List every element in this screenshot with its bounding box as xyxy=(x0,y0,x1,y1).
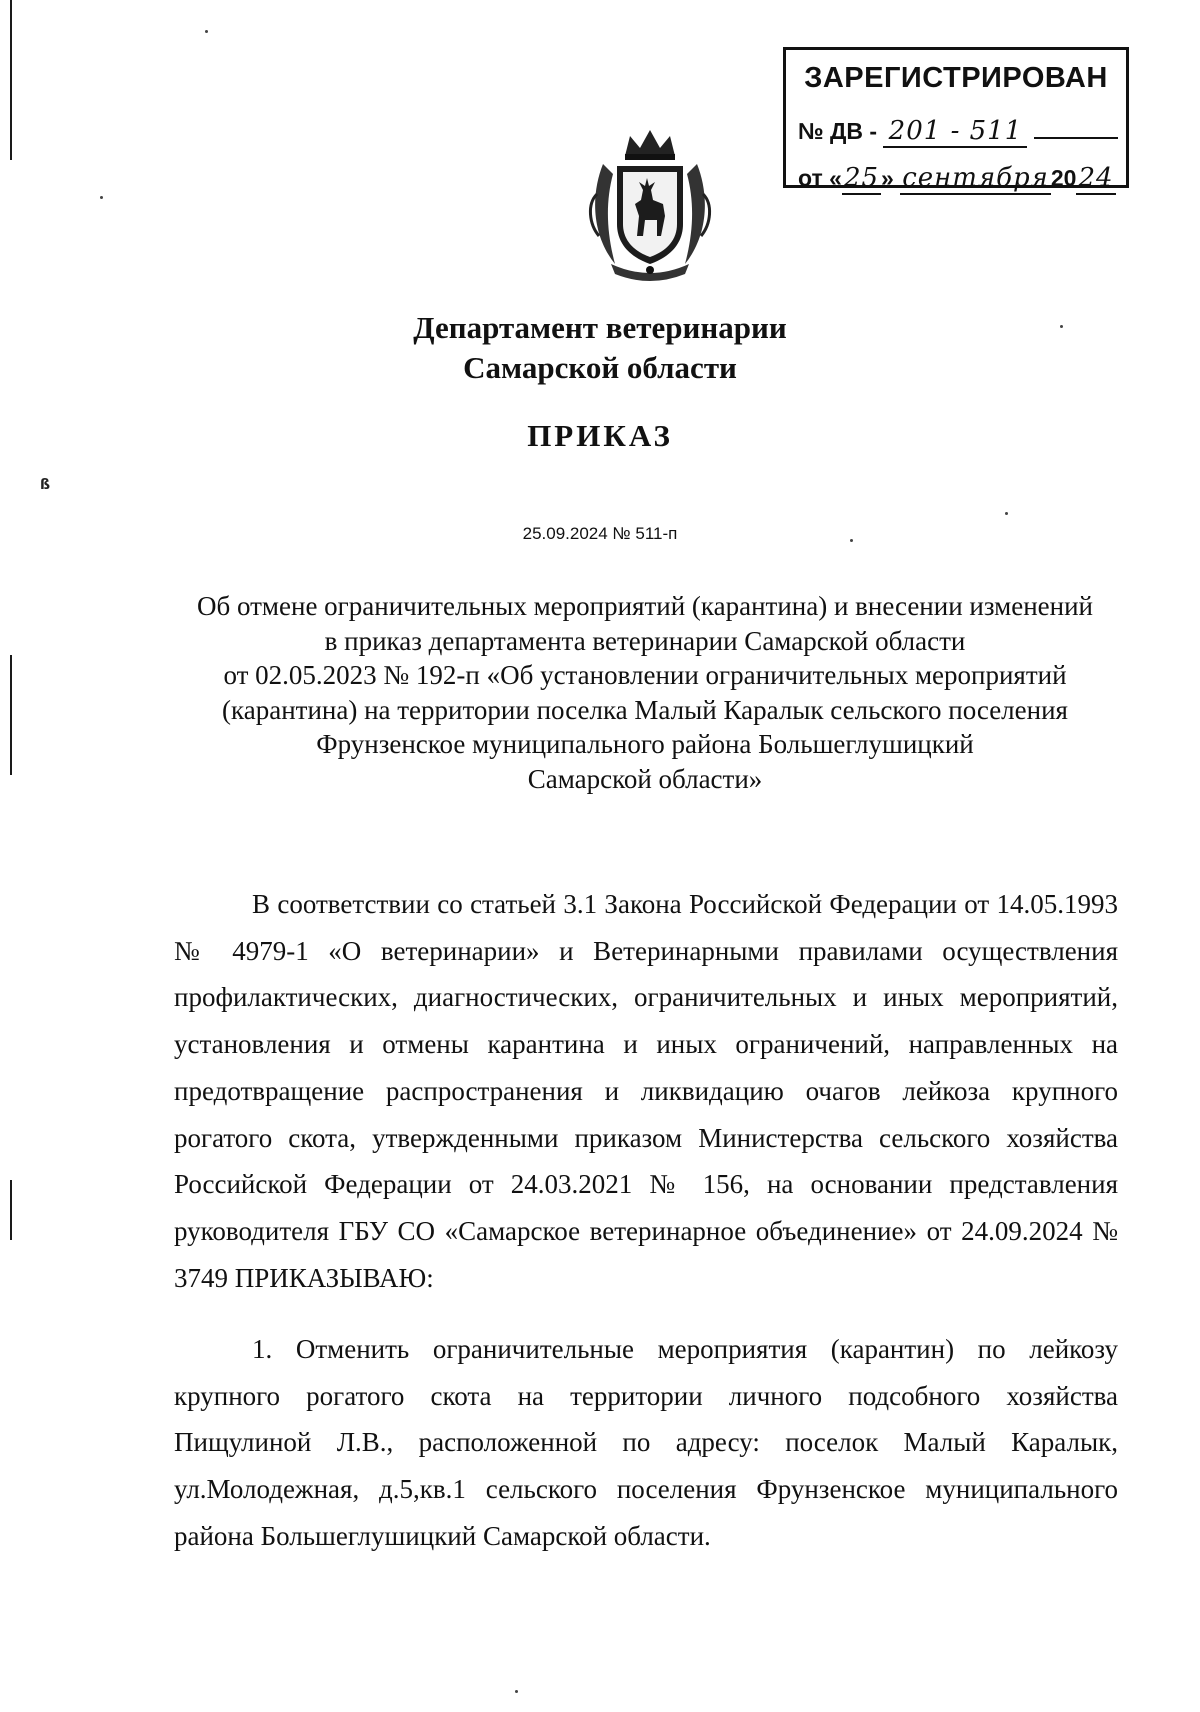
scan-speck xyxy=(515,1690,518,1693)
scan-edge-line xyxy=(10,0,12,160)
stamp-date-day: 25 xyxy=(843,163,880,193)
body-paragraph-item-1: 1. Отменить ограничительные мероприятия (карантин) по лейкозу крупного рогатого скота на территории личного подсобного хозяйства Пищулиной Л.В., расположенной по адресу: поселок Малый Каралык, ул.Молодежная, д.5,кв.1 сельского поселения Фрунзенское муниципального района Большеглушицкий Самарской области. xyxy=(174,1334,1118,1551)
subject-line: (карантина) на территории поселка Малый Каралык сельского поселения xyxy=(222,694,1068,725)
scan-edge-line xyxy=(10,655,12,775)
stamp-date-prefix: от « xyxy=(798,165,842,191)
scan-speck xyxy=(1005,512,1008,515)
department-line-2: Самарской области xyxy=(463,350,737,385)
stamp-date-month: сентября xyxy=(902,163,1049,193)
subject-line: Самарской области» xyxy=(527,763,763,794)
stamp-number-prefix: № ДВ - xyxy=(798,118,878,144)
order-date-number: 25.09.2024 № 511-п xyxy=(522,524,678,543)
subject-line: в приказ департамента ветеринарии Самарской области xyxy=(324,625,966,656)
stamp-number-handwritten: 201 - 511 xyxy=(883,116,1027,148)
stamp-title: ЗАРЕГИСТРИРОВАН xyxy=(804,62,1108,94)
scan-speck xyxy=(100,196,103,199)
stamp-date-mid: » xyxy=(881,165,894,191)
stamp-number-row xyxy=(798,116,1118,148)
department-line-1: Департамент ветеринарии xyxy=(413,310,787,345)
document-type-title: ПРИКАЗ xyxy=(527,418,673,453)
scan-edge-line xyxy=(10,1180,12,1240)
stamp-number-underline xyxy=(1034,137,1118,139)
scan-speck xyxy=(205,30,208,33)
stamp-date-row xyxy=(798,163,1116,195)
body-paragraph-preamble: В соответствии со статьей 3.1 Закона Российской Федерации от 14.05.1993 № 4979-1 «О ветеринарии» и Ветеринарными правилами осуществления профилактических, диагностических, ограничительных и иных мероприятий, установления и отмены карантина и иных ограничений, направленных на предотвращение распространения и ликвидацию очагов лейкоза крупного рогатого скота, утвержденными приказом Министерства сельского хозяйства Российской Федерации от 24.03.2021 № 156, на основании представления руководителя ГБУ СО «Самарское ветеринарное объединение» от 24.09.2024 № 3749 ПРИКАЗЫВАЮ: xyxy=(174,889,1118,1293)
order-subject xyxy=(150,589,1140,796)
subject-line: от 02.05.2023 № 192-п «Об установлении ограничительных мероприятий xyxy=(223,660,1067,690)
subject-line: Фрунзенское муниципального района Большеглушицкий xyxy=(316,729,974,759)
department-heading xyxy=(0,308,1200,388)
stamp-year-prefix: 20 xyxy=(1050,165,1077,191)
registration-stamp xyxy=(783,47,1129,193)
stamp-year-suffix: 24 xyxy=(1078,163,1114,193)
margin-scan-mark: ß xyxy=(40,477,51,493)
subject-line: Об отмене ограничительных мероприятий (карантина) и внесении изменений xyxy=(197,591,1093,621)
samara-coat-of-arms-icon xyxy=(585,124,715,282)
